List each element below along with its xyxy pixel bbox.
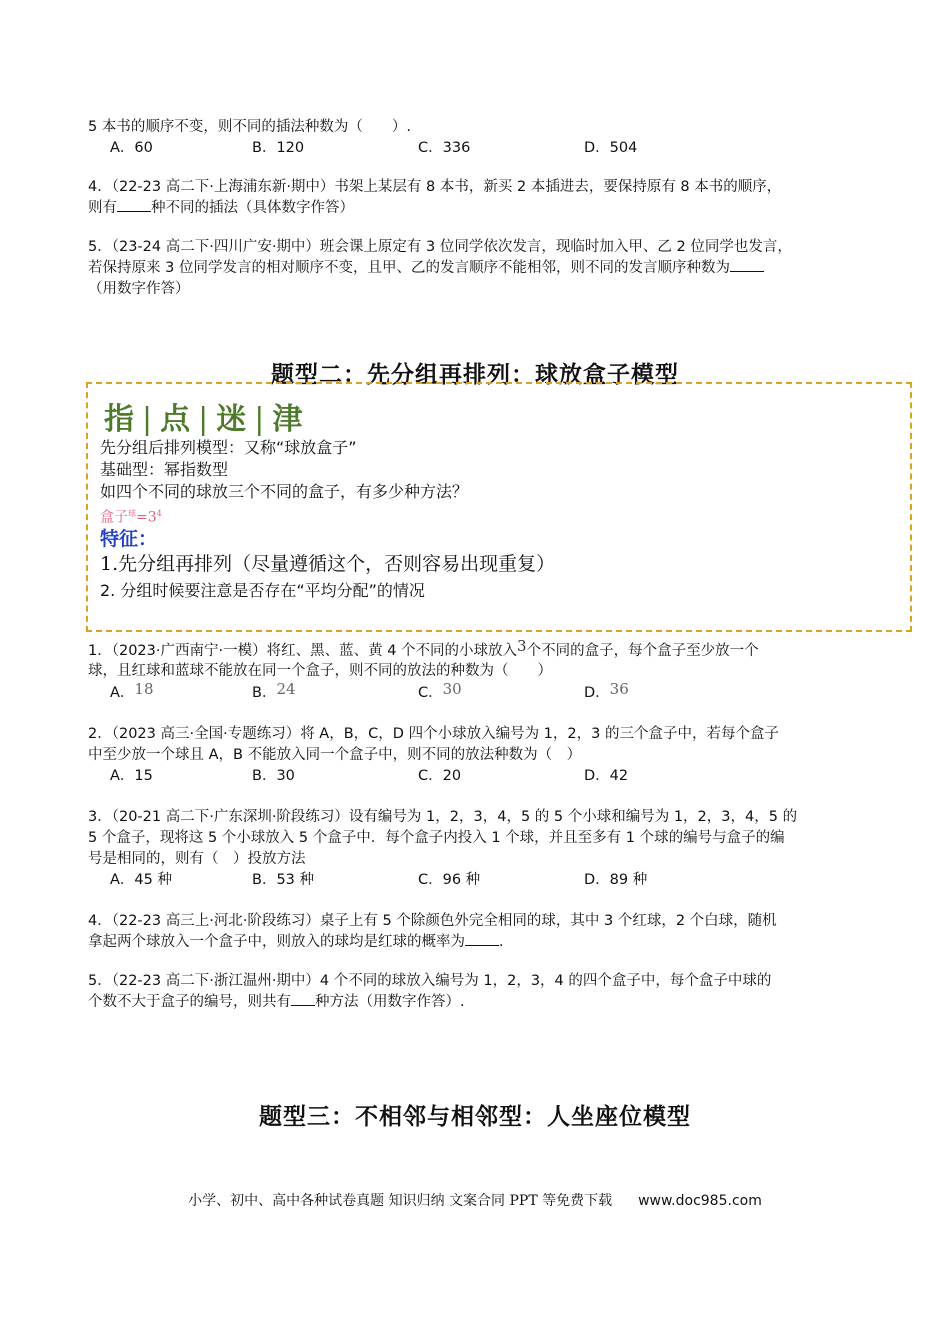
answer-blank[interactable] <box>730 257 764 272</box>
q3-option-d: D．89 种 <box>584 872 648 888</box>
section-title-3: 题型三：不相邻与相邻型：人坐座位模型 <box>259 1104 691 1130</box>
option-c: C．336 <box>418 140 471 156</box>
q1-option-b: B．24 <box>252 680 296 701</box>
footer-url[interactable]: www.doc985.com <box>638 1193 762 1209</box>
q1-option-c: C．30 <box>418 680 462 701</box>
question-5-line-3: （用数字作答） <box>88 281 190 297</box>
answer-blank[interactable] <box>117 197 151 212</box>
q3-line-3: 号是相同的，则有（ ）投放方法 <box>88 851 306 867</box>
q3-line-1: 3．（20-21 高二下·广东深圳·阶段练习）设有编号为 1，2，3，4，5 的 5 个小球和编号为 1，2，3，4，5 的 <box>88 809 798 825</box>
answer-blank[interactable] <box>465 931 499 946</box>
q2-option-d: D．42 <box>584 768 629 784</box>
feature-2: 2. 分组时候要注意是否存在“平均分配”的情况 <box>100 581 425 600</box>
q5-line-1: 5．（22-23 高二下·浙江温州·期中）4 个不同的球放入编号为 1，2，3，4 的四个盒子中，每个盒子中球的 <box>88 973 772 989</box>
q1-option-d: D．36 <box>584 680 629 701</box>
option-a: A．60 <box>110 140 153 156</box>
answer-blank[interactable] <box>291 991 315 1006</box>
q2-option-a: A．15 <box>110 768 153 784</box>
q2-line-2: 中至少放一个球且 A，B 不能放入同一个盒子中，则不同的放法种数为（ ） <box>88 747 582 763</box>
q2-line-1: 2．（2023 高三·全国·专题练习）将 A，B，C，D 四个小球放入编号为 1，2，3 的三个盒子中，若每个盒子 <box>88 726 779 742</box>
option-d: D．504 <box>584 140 638 156</box>
q1-option-a: A．18 <box>110 680 154 701</box>
tip-line-2: 基础型：幂指数型 <box>100 460 229 479</box>
page-footer: 小学、初中、高中各种试卷真题 知识归纳 文案合同 PPT 等免费下载 www.doc985.com <box>188 1193 762 1209</box>
q3-option-b: B．53 种 <box>252 872 315 888</box>
q3-option-a: A．45 种 <box>110 872 172 888</box>
q2-option-c: C．20 <box>418 768 462 784</box>
feature-label: 特征： <box>100 528 158 550</box>
q4-line-2: 拿起两个球放入一个盒子中，则放入的球均是红球的概率为 . <box>88 931 504 953</box>
question-5-line-1: 5．（23-24 高二下·四川广安·期中）班会课上原定有 3 位同学依次发言，现临时加入甲、乙 2 位同学也发言， <box>88 239 792 255</box>
q3-option-c: C．96 种 <box>418 872 481 888</box>
option-b: B．120 <box>252 140 305 156</box>
q5-line-2: 个数不大于盒子的编号，则共有 种方法（用数字作答）. <box>88 991 465 1013</box>
tip-line-1: 先分组后排列模型：又称“球放盒子” <box>100 438 357 457</box>
question-4-line-2: 则有 种不同的插法（具体数字作答） <box>88 197 354 219</box>
question-4-line-1: 4．（22-23 高二下·上海浦东新·期中）书架上某层有 8 本书，新买 2 本插进去，要保持原有 8 本书的顺序， <box>88 179 782 195</box>
question-tail-text: 5 本书的顺序不变，则不同的插法种数为（ ）. <box>88 119 411 135</box>
q1-line-1: 1．（2023·广西南宁·一模）将红、黑、蓝、黄 4 个不同的小球放入3个不同的盒子，每个盒子至少放一个 <box>88 637 759 659</box>
q3-line-2: 5 个盒子，现将这 5 个小球放入 5 个盒子中．每个盒子内投入 1 个球，并且至多有 1 个球的编号与盒子的编 <box>88 830 785 846</box>
q1-line-2: 球，且红球和蓝球不能放在同一个盒子，则不同的放法的种数为（ ） <box>88 663 552 679</box>
tip-line-3: 如四个不同的球放三个不同的盒子，有多少种方法？ <box>100 482 469 501</box>
q2-option-b: B．30 <box>252 768 295 784</box>
q4-line-1: 4．（22-23 高三上·河北·阶段练习）桌子上有 5 个除颜色外完全相同的球，其中 3 个红球，2 个白球，随机 <box>88 913 777 929</box>
question-5-line-2: 若保持原来 3 位同学发言的相对顺序不变，且甲、乙的发言顺序不能相邻，则不同的发言顺序种数为 <box>88 257 764 279</box>
tip-formula: 盒子$^球=3^4$ <box>100 509 162 526</box>
tip-banner: 指 | 点 | 迷 | 津 <box>104 402 305 437</box>
section-title-2: 题型二：先分组再排列：球放盒子模型 <box>271 362 679 388</box>
feature-1: 1.先分组再排列（尽量遵循这个，否则容易出现重复） <box>100 553 556 575</box>
